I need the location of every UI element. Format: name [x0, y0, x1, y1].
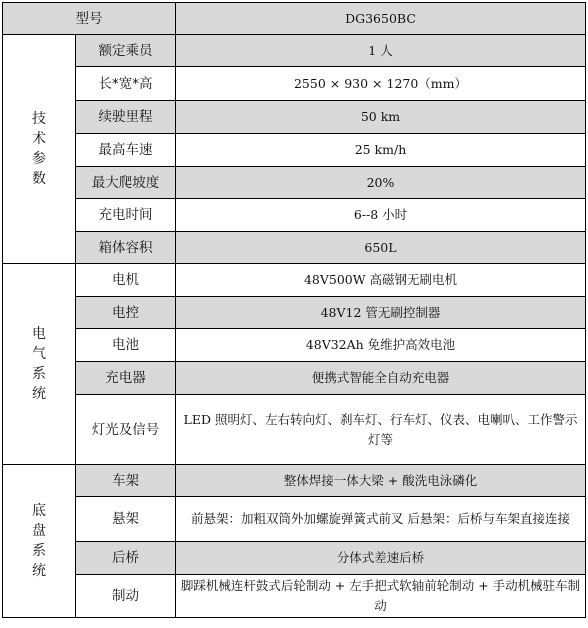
row-value: 2550 × 930 × 1270（mm） [176, 67, 586, 101]
row-label: 长*宽*高 [76, 67, 176, 101]
row-label: 电池 [76, 329, 176, 362]
row-value: 50 km [176, 101, 586, 134]
table-row [3, 497, 586, 542]
row-label: 悬架 [76, 497, 176, 542]
model-value: DG3650BC [176, 3, 586, 35]
category-chassis-system: 底盘系统 [3, 465, 76, 618]
table-row [3, 575, 586, 618]
row-label: 充电时间 [76, 199, 176, 232]
row-value: 前悬架：加粗双筒外加螺旋弹簧式前叉 后悬架：后桥与车架直接连接 [176, 497, 586, 542]
row-label: 最大爬坡度 [76, 167, 176, 199]
row-label: 电机 [76, 264, 176, 297]
row-value: LED 照明灯、左右转向灯、刹车灯、行车灯、仪表、电喇叭、工作警示灯等 [176, 395, 586, 465]
row-label: 后桥 [76, 542, 176, 575]
table-row [3, 232, 586, 264]
row-label: 制动 [76, 575, 176, 618]
category-tech-params: 技术参数 [3, 35, 76, 264]
row-label: 电控 [76, 297, 176, 329]
table-row [3, 101, 586, 134]
row-label: 最高车速 [76, 134, 176, 167]
table-row [3, 465, 586, 497]
row-label: 充电器 [76, 362, 176, 395]
row-label: 箱体容积 [76, 232, 176, 264]
row-value: 1 人 [176, 35, 586, 67]
row-label: 额定乘员 [76, 35, 176, 67]
row-value: 48V500W 高磁钢无刷电机 [176, 264, 586, 297]
table-row [3, 35, 586, 67]
table-row [3, 395, 586, 465]
row-value: 48V32Ah 免维护高效电池 [176, 329, 586, 362]
row-label: 灯光及信号 [76, 395, 176, 465]
table-row [3, 362, 586, 395]
row-value: 6--8 小时 [176, 199, 586, 232]
table-row [3, 297, 586, 329]
header-row [3, 3, 586, 35]
table-row [3, 134, 586, 167]
table-row [3, 542, 586, 575]
spec-table [2, 2, 586, 618]
table-row [3, 199, 586, 232]
row-value: 25 km/h [176, 134, 586, 167]
row-value: 分体式差速后桥 [176, 542, 586, 575]
table-row [3, 167, 586, 199]
row-value: 650L [176, 232, 586, 264]
table-row [3, 329, 586, 362]
row-value: 整体焊接一体大梁 + 酸洗电泳磷化 [176, 465, 586, 497]
table-row [3, 264, 586, 297]
row-value: 48V12 管无刷控制器 [176, 297, 586, 329]
row-label: 续驶里程 [76, 101, 176, 134]
row-value: 20% [176, 167, 586, 199]
row-label: 车架 [76, 465, 176, 497]
model-label: 型号 [3, 3, 176, 35]
row-value: 脚踩机械连杆鼓式后轮制动 + 左手把式软轴前轮制动 + 手动机械驻车制动 [176, 575, 586, 618]
category-electrical-system: 电气系统 [3, 264, 76, 465]
table-row [3, 67, 586, 101]
row-value: 便携式智能全自动充电器 [176, 362, 586, 395]
